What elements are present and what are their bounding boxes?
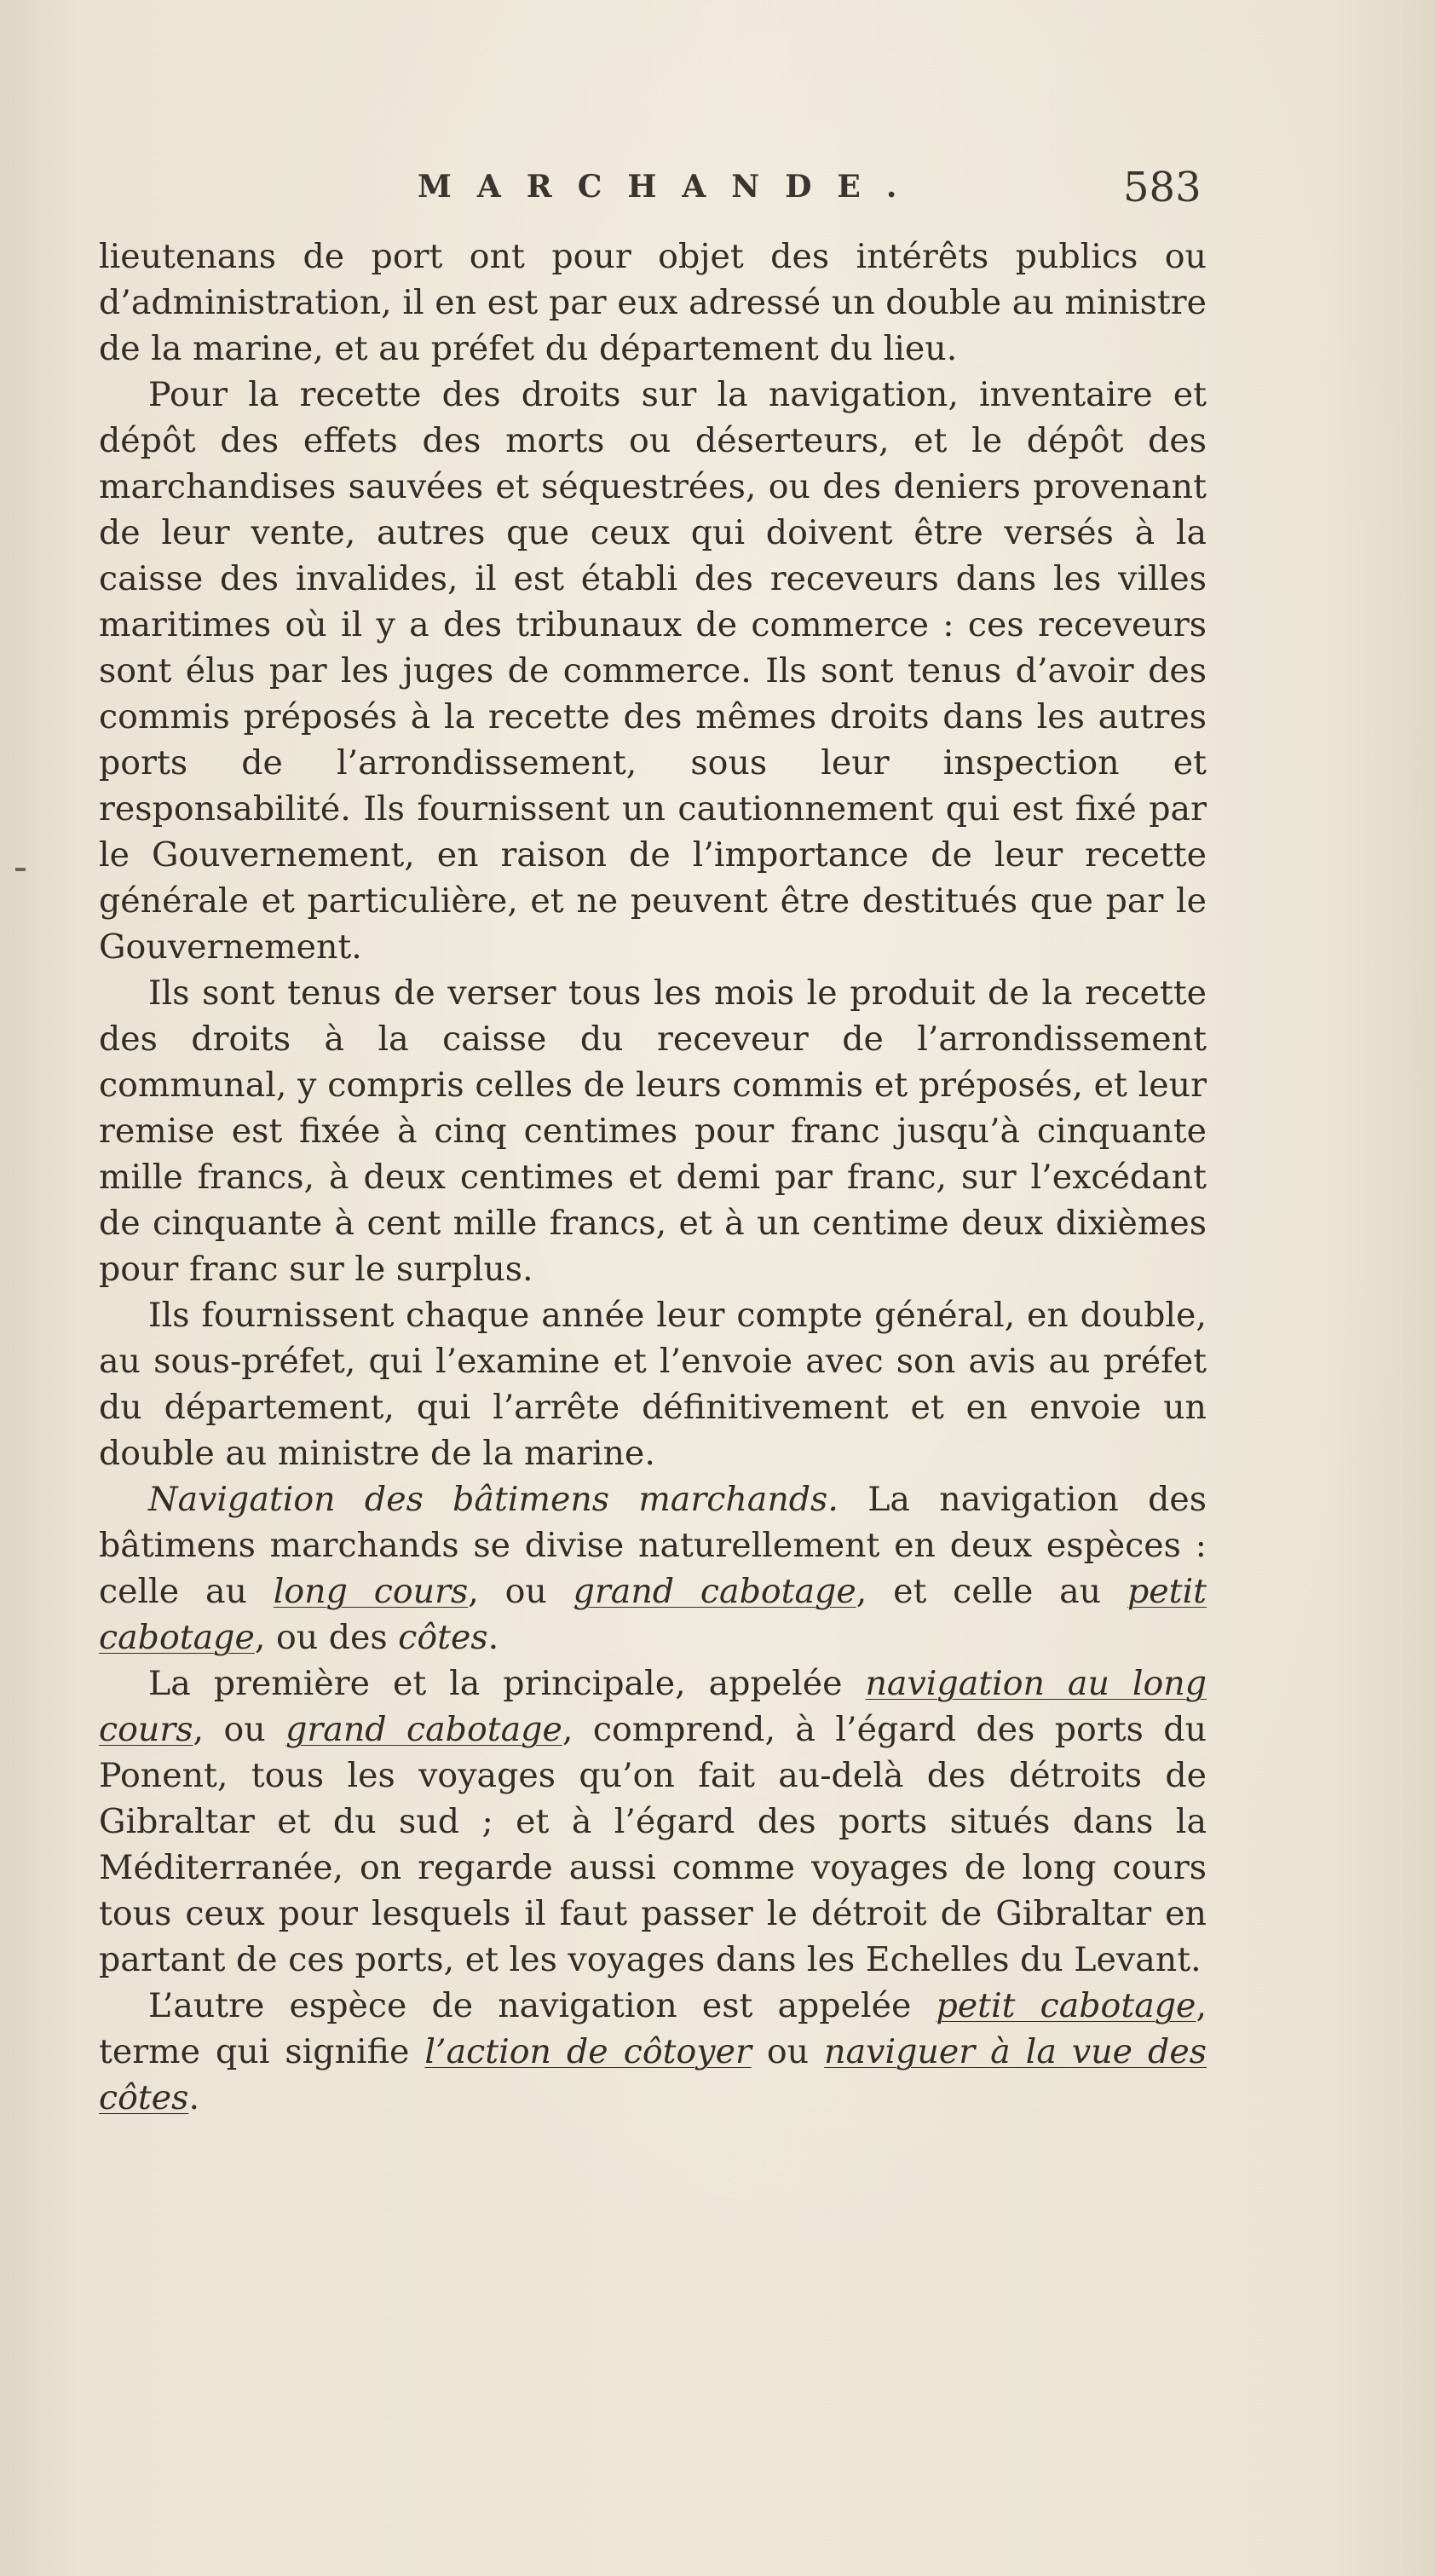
- text-run: L’autre espèce de navigation est appelée: [148, 1986, 936, 2025]
- paragraph: [99, 1292, 1207, 1476]
- paragraph: [99, 1661, 1207, 1983]
- text-run: , et celle au: [856, 1572, 1127, 1611]
- italic-text: côtes: [398, 1618, 488, 1657]
- paragraph: [99, 372, 1207, 970]
- underlined-term: petit cabotage: [99, 1572, 1207, 1657]
- underlined-term: l’action de côtoyer: [424, 2032, 752, 2071]
- text-run: , ou: [468, 1572, 573, 1611]
- running-head: MARCHANDE.: [418, 169, 923, 205]
- underlined-term: grand cabotage: [285, 1710, 562, 1749]
- text-run: , ou: [193, 1710, 286, 1749]
- underlined-term: navigation au long cours: [99, 1664, 1207, 1749]
- italic-text: Navigation des bâtimens marchands.: [148, 1480, 839, 1519]
- text-run: .: [487, 1618, 499, 1657]
- paragraph: [99, 1983, 1207, 2121]
- text-run: La navigation des bâtimens marchands se divise naturellement en deux espèces : celle au: [99, 1480, 1207, 1611]
- body-text: [99, 234, 1207, 2121]
- text-run: , comprend, à l’égard des ports du Ponent, tous les voyages qu’on fait au-delà des détroits de Gibraltar et du sud ; et à l’égard des ports situés dans la Méditerranée, on regarde aussi comme voyages de long cours tous ceux pour lesquels il faut passer le détroit de Gibraltar en partant de ces ports, et les voyages dans les Echelles du Levant.: [99, 1710, 1207, 1979]
- underlined-term: long cours: [273, 1572, 469, 1611]
- text-run: Ils sont tenus de verser tous les mois le produit de la recette des droits à la caisse du receveur de l’arrondissement communal, y compris celles de leurs commis et préposés, et leur remise est fixée à cinq centimes pour franc jusqu’à cinquante mille francs, à deux centimes et demi par franc, sur l’excédant de cinquante à cent mille francs, et à un centime deux dixièmes pour franc sur le surplus.: [99, 973, 1207, 1289]
- margin-mark: [15, 868, 26, 871]
- text-run: Ils fournissent chaque année leur compte général, en double, au sous-préfet, qui l’examine et l’envoie avec son avis au préfet du département, qui l’arrête définitivement et en envoie un double au ministre de la marine.: [99, 1296, 1207, 1473]
- paragraph: [99, 234, 1207, 372]
- paragraph: [99, 970, 1207, 1292]
- text-run: , ou des: [254, 1618, 399, 1657]
- text-run: ou: [751, 2032, 825, 2071]
- underlined-term: grand cabotage: [573, 1572, 856, 1611]
- underlined-term: naviguer à la vue des côtes: [99, 2032, 1207, 2117]
- text-run: La première et la principale, appelée: [148, 1664, 866, 1703]
- text-run: .: [188, 2078, 199, 2117]
- underlined-term: petit cabotage: [936, 1986, 1196, 2025]
- text-run: , terme qui signifie: [99, 1986, 1207, 2071]
- text-run: Pour la recette des droits sur la navigation, inventaire et dépôt des effets des morts ou déserteurs, et le dépôt des marchandises sauvées et séquestrées, ou des deniers provenant de leur vente, autres que ceux qui doivent être versés à la caisse des invalides, il est établi des receveurs dans les villes maritimes où il y a des tribunaux de commerce : ces receveurs sont élus par les juges de commerce. Ils sont tenus d’avoir des commis préposés à la recette des mêmes droits dans les autres ports de l’arrondissement, sous leur inspection et responsabilité. Ils fournissent un cautionnement qui est fixé par le Gouvernement, en raison de l’importance de leur recette générale et particulière, et ne peuvent être destitués que par le Gouvernement.: [99, 375, 1207, 967]
- text-run: lieutenans de port ont pour objet des intérêts publics ou d’administration, il en est par eux adressé un double au ministre de la marine, et au préfet du département du lieu.: [99, 237, 1207, 368]
- page-number: 583: [1123, 164, 1202, 211]
- paragraph: [99, 1476, 1207, 1661]
